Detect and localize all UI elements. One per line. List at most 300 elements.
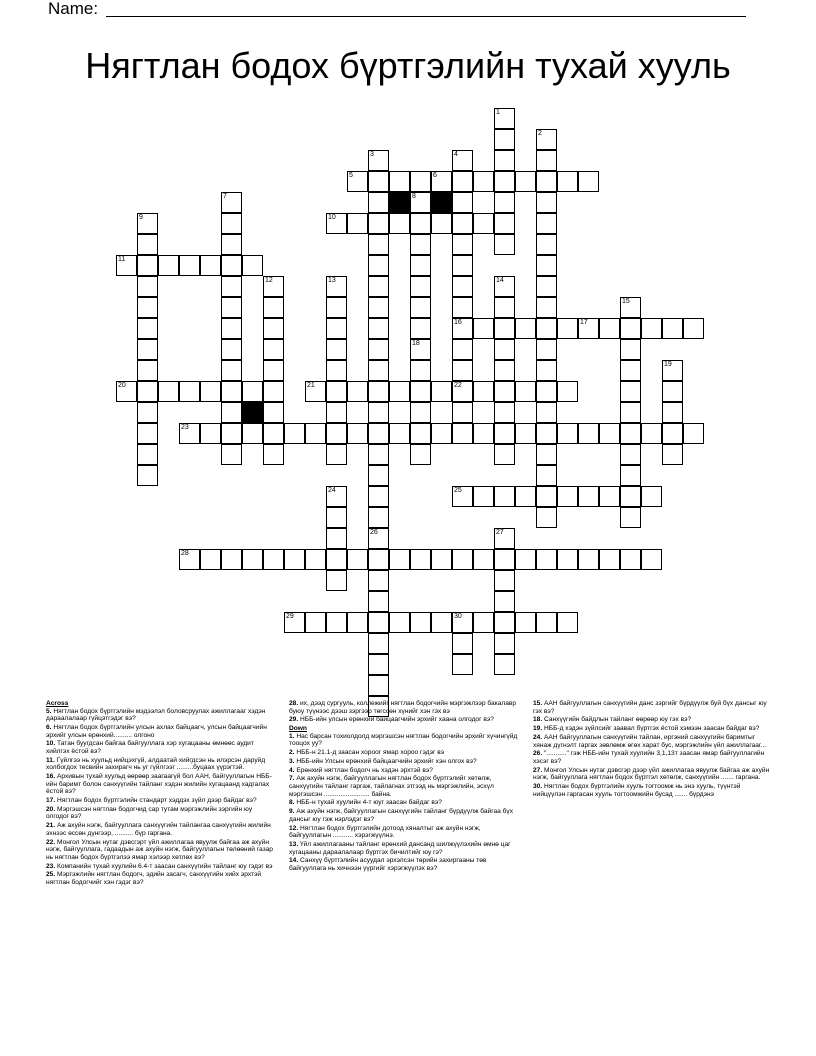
crossword-cell[interactable] (200, 549, 221, 570)
crossword-cell[interactable] (452, 171, 473, 192)
across-clue-list-cont (289, 700, 521, 724)
crossword-cell[interactable] (368, 528, 389, 549)
crossword-cell[interactable] (200, 381, 221, 402)
crossword-cell[interactable] (536, 465, 557, 486)
crossword-cell[interactable] (221, 402, 242, 423)
crossword-cell[interactable] (221, 192, 242, 213)
clue-text: Мэргэжлийн нягтлан бодогч, эдийн засагч, санхүүгийн хийх эрхтэй нягтлан бодогчийг хэн гэдэг вэ? (46, 871, 262, 886)
crossword-cell[interactable] (410, 339, 431, 360)
crossword-cell[interactable] (263, 276, 284, 297)
crossword-cell[interactable] (452, 255, 473, 276)
crossword-cell[interactable] (578, 171, 599, 192)
crossword-cell[interactable] (578, 423, 599, 444)
page-title: Нягтлан бодох бүртгэлийн тухай хууль (85, 45, 731, 86)
crossword-cell[interactable] (620, 423, 641, 444)
crossword-cell[interactable] (263, 444, 284, 465)
crossword-cell[interactable] (221, 360, 242, 381)
crossword-cell[interactable] (683, 318, 704, 339)
crossword-cell[interactable] (137, 423, 158, 444)
crossword-cell[interactable] (452, 549, 473, 570)
crossword-cell[interactable] (158, 381, 179, 402)
crossword-cell[interactable] (557, 423, 578, 444)
crossword-cell[interactable] (536, 150, 557, 171)
crossword-cell[interactable] (263, 423, 284, 444)
crossword-cell[interactable] (515, 549, 536, 570)
name-field[interactable] (48, 0, 748, 22)
crossword-cell[interactable] (389, 549, 410, 570)
crossword-cell[interactable] (557, 171, 578, 192)
crossword-cell[interactable] (158, 255, 179, 276)
down-clue-list-cont (533, 700, 771, 798)
crossword-cell[interactable] (536, 360, 557, 381)
crossword-cell[interactable] (137, 297, 158, 318)
crossword-cell[interactable] (536, 402, 557, 423)
crossword-cell[interactable] (410, 213, 431, 234)
crossword-cell[interactable] (284, 423, 305, 444)
crossword-cell[interactable] (536, 213, 557, 234)
crossword-cell[interactable] (389, 612, 410, 633)
crossword-cell[interactable] (116, 381, 137, 402)
crossword-cell[interactable] (473, 171, 494, 192)
crossword-cell[interactable] (368, 171, 389, 192)
crossword-cell[interactable] (536, 192, 557, 213)
crossword-cell[interactable] (137, 276, 158, 297)
crossword-cell[interactable] (452, 150, 473, 171)
crossword-cell[interactable] (263, 318, 284, 339)
crossword-cell[interactable] (620, 381, 641, 402)
crossword-cell[interactable] (200, 255, 221, 276)
black-cell (242, 402, 263, 423)
crossword-cell[interactable] (536, 381, 557, 402)
crossword-cell[interactable] (473, 213, 494, 234)
crossword-cell[interactable] (326, 444, 347, 465)
crossword-cell[interactable] (305, 381, 326, 402)
clue-number: 20. (46, 805, 56, 813)
crossword-cell[interactable] (368, 318, 389, 339)
crossword-cell[interactable] (494, 150, 515, 171)
crossword-cell[interactable] (620, 444, 641, 465)
crossword-cell[interactable] (410, 402, 431, 423)
crossword-cell[interactable] (137, 213, 158, 234)
crossword-cell[interactable] (137, 339, 158, 360)
crossword-cell[interactable] (473, 381, 494, 402)
clue-text: Нас барсан тохиолдолд мэргэшсэн нягтлан бодогчийн эрхийг хүчингүйд тооцох уу? (289, 732, 518, 748)
crossword-cell[interactable] (641, 549, 662, 570)
clue (533, 767, 771, 782)
crossword-cell[interactable] (494, 108, 515, 129)
clue-text: Санхүүгийн байдлын тайланг өөрөөр юу гэх вэ? (542, 716, 692, 724)
crossword-cell[interactable] (494, 486, 515, 507)
crossword-cell[interactable] (137, 465, 158, 486)
clue (289, 841, 521, 856)
crossword-cell[interactable] (494, 402, 515, 423)
crossword-cell[interactable] (368, 633, 389, 654)
crossword-cell[interactable] (368, 192, 389, 213)
crossword-cell[interactable] (599, 423, 620, 444)
crossword-cell[interactable] (452, 486, 473, 507)
crossword-cell[interactable] (494, 213, 515, 234)
crossword-cell[interactable] (368, 675, 389, 696)
clue-text: Нягтлан бодох бүртгэлийн мэдээлэл боловсруулах ажиллагааг хэдэн дараалалаар гүйцэтгэдэг вэ? (46, 707, 266, 723)
crossword-cell[interactable] (494, 591, 515, 612)
crossword-cell[interactable] (494, 129, 515, 150)
crossword-cell[interactable] (515, 423, 536, 444)
clues-column-1 (46, 700, 274, 888)
crossword-cell[interactable] (389, 423, 410, 444)
clue-number: 30 (454, 613, 462, 620)
clue-number: 19. (533, 725, 543, 733)
crossword-cell[interactable] (452, 276, 473, 297)
crossword-cell[interactable] (368, 465, 389, 486)
crossword-cell[interactable] (452, 612, 473, 633)
crossword-cell[interactable] (347, 213, 368, 234)
crossword-cell[interactable] (179, 423, 200, 444)
crossword-cell[interactable] (452, 339, 473, 360)
crossword-cell[interactable] (305, 423, 326, 444)
clue-text: Компанийн тухай хуулийн 6.4-т заасан санхүүгийн тайланг юу гэдэг вэ (55, 862, 273, 870)
crossword-cell[interactable] (137, 360, 158, 381)
crossword-cell[interactable] (326, 381, 347, 402)
crossword-cell[interactable] (389, 213, 410, 234)
crossword-cell[interactable] (221, 339, 242, 360)
crossword-cell[interactable] (368, 339, 389, 360)
crossword-cell[interactable] (368, 255, 389, 276)
crossword-cell[interactable] (221, 297, 242, 318)
crossword-cell[interactable] (137, 318, 158, 339)
crossword-cell[interactable] (452, 360, 473, 381)
clue-text: Санхүү бүртгэлийн асуудал эрхэлсэн төрийн захиргааны төв байгууллага нь хичнээн үүргийг хэрэгжүүлэх вэ? (289, 857, 487, 872)
clue (46, 839, 274, 862)
crossword-cell[interactable] (494, 612, 515, 633)
crossword-cell[interactable] (221, 276, 242, 297)
crossword-cell[interactable] (473, 486, 494, 507)
crossword-cell[interactable] (137, 234, 158, 255)
crossword-cell[interactable] (410, 192, 431, 213)
crossword-cell[interactable] (368, 150, 389, 171)
crossword-cell[interactable] (473, 423, 494, 444)
crossword-cell[interactable] (347, 381, 368, 402)
crossword-cell[interactable] (452, 423, 473, 444)
crossword-cell[interactable] (494, 234, 515, 255)
crossword-cell[interactable] (221, 549, 242, 570)
crossword-cell[interactable] (137, 255, 158, 276)
crossword-cell[interactable] (263, 381, 284, 402)
clue-text: Архивын тухай хуульд өөрөөр заагаагүй бол ААН, байгууллагын НББ-ийн баримт болон санхүүгийн тайланг хэдэн жилийн хугацаанд хадгалах ёстой вэ? (46, 773, 272, 796)
crossword-cell[interactable] (137, 381, 158, 402)
crossword-cell[interactable] (599, 486, 620, 507)
crossword-cell[interactable] (410, 360, 431, 381)
crossword-cell[interactable] (305, 549, 326, 570)
crossword-cell[interactable] (452, 234, 473, 255)
crossword-cell[interactable] (620, 507, 641, 528)
clue-number: 28. (289, 700, 299, 707)
clue-text: Аж ахуйн нэгж, байгууллага санхүүгийн тайлангаа санхүүгийн жилийн эхнээс өссөн дүнгээр, .......... бүр гаргана. (46, 822, 271, 837)
crossword-cell[interactable] (326, 423, 347, 444)
clues-section (46, 700, 776, 1040)
crossword-cell[interactable] (620, 465, 641, 486)
clue (46, 757, 274, 772)
crossword-cell[interactable] (494, 318, 515, 339)
clue-number: 6 (433, 172, 437, 179)
crossword-cell[interactable] (536, 444, 557, 465)
crossword-cell[interactable] (431, 612, 452, 633)
crossword-cell[interactable] (557, 381, 578, 402)
crossword-cell[interactable] (242, 423, 263, 444)
crossword-cell[interactable] (536, 276, 557, 297)
clue-text: НББ-ийн улсын ерөнхий байцаагчийн эрхийг хаана олгодог вэ? (298, 716, 494, 724)
crossword-cell[interactable] (431, 213, 452, 234)
clue-number: 29. (289, 716, 299, 724)
crossword-cell[interactable] (368, 381, 389, 402)
crossword-cell[interactable] (494, 549, 515, 570)
crossword-cell[interactable] (410, 381, 431, 402)
crossword-cell[interactable] (368, 570, 389, 591)
crossword-cell[interactable] (221, 213, 242, 234)
clue-number: 27 (496, 529, 504, 536)
crossword-cell[interactable] (662, 360, 683, 381)
clue-text: Нягтлан бодох бүртгэлийн дотоод хяналтыг аж ахуйн нэгж, байгууллагын ........... хэрэгжүүлнэ. (289, 824, 481, 840)
crossword-cell[interactable] (221, 381, 242, 402)
crossword-cell[interactable] (368, 444, 389, 465)
crossword-cell[interactable] (557, 318, 578, 339)
clue-number: 8. (289, 799, 295, 807)
crossword-cell[interactable] (263, 297, 284, 318)
crossword-cell[interactable] (326, 486, 347, 507)
crossword-cell[interactable] (326, 213, 347, 234)
crossword-cell[interactable] (410, 318, 431, 339)
crossword-cell[interactable] (221, 318, 242, 339)
crossword-cell[interactable] (326, 549, 347, 570)
crossword-cell[interactable] (536, 297, 557, 318)
crossword-cell[interactable] (326, 528, 347, 549)
crossword-cell[interactable] (179, 549, 200, 570)
crossword-cell[interactable] (515, 171, 536, 192)
crossword-cell[interactable] (242, 381, 263, 402)
crossword-cell[interactable] (242, 549, 263, 570)
crossword-cell[interactable] (452, 213, 473, 234)
crossword-cell[interactable] (620, 486, 641, 507)
crossword-cell[interactable] (662, 444, 683, 465)
crossword-cell[interactable] (536, 255, 557, 276)
crossword-cell[interactable] (326, 297, 347, 318)
crossword-cell[interactable] (494, 360, 515, 381)
crossword-cell[interactable] (515, 318, 536, 339)
crossword-cell[interactable] (326, 318, 347, 339)
clue-number: 15. (533, 700, 543, 707)
crossword-cell[interactable] (620, 318, 641, 339)
crossword-cell[interactable] (557, 612, 578, 633)
clue (533, 783, 771, 798)
crossword-cell[interactable] (515, 612, 536, 633)
crossword-cell[interactable] (494, 654, 515, 675)
crossword-cell[interactable] (452, 633, 473, 654)
crossword-cell[interactable] (473, 549, 494, 570)
crossword-cell[interactable] (179, 255, 200, 276)
crossword-cell[interactable] (368, 360, 389, 381)
crossword-cell[interactable] (179, 381, 200, 402)
crossword-cell[interactable] (494, 444, 515, 465)
crossword-cell[interactable] (242, 255, 263, 276)
crossword-cell[interactable] (431, 171, 452, 192)
crossword-cell[interactable] (494, 297, 515, 318)
crossword-cell[interactable] (662, 402, 683, 423)
crossword-cell[interactable] (116, 255, 137, 276)
crossword-cell[interactable] (620, 549, 641, 570)
clue-text: НББ-н тухай хуулийн 4-т юуг заасан байдаг вэ? (294, 799, 442, 807)
crossword-cell[interactable] (452, 297, 473, 318)
crossword-cell[interactable] (494, 381, 515, 402)
crossword-cell[interactable] (410, 255, 431, 276)
crossword-cell[interactable] (641, 423, 662, 444)
crossword-cell[interactable] (221, 255, 242, 276)
crossword-cell[interactable] (389, 381, 410, 402)
crossword-cell[interactable] (326, 402, 347, 423)
crossword-cell[interactable] (452, 654, 473, 675)
crossword-cell[interactable] (326, 339, 347, 360)
crossword-cell[interactable] (494, 192, 515, 213)
crossword-cell[interactable] (536, 486, 557, 507)
crossword-cell[interactable] (368, 234, 389, 255)
crossword-cell[interactable] (326, 507, 347, 528)
crossword-cell[interactable] (641, 318, 662, 339)
crossword-cell[interactable] (494, 339, 515, 360)
crossword-cell[interactable] (221, 234, 242, 255)
crossword-cell[interactable] (515, 486, 536, 507)
crossword-cell[interactable] (326, 612, 347, 633)
crossword-cell[interactable] (368, 486, 389, 507)
crossword-cell[interactable] (557, 549, 578, 570)
crossword-cell[interactable] (284, 612, 305, 633)
crossword-cell[interactable] (452, 192, 473, 213)
crossword-cell[interactable] (431, 423, 452, 444)
crossword-cell[interactable] (347, 171, 368, 192)
crossword-cell[interactable] (515, 381, 536, 402)
crossword-cell[interactable] (263, 402, 284, 423)
crossword-cell[interactable] (620, 360, 641, 381)
clue (289, 799, 521, 807)
crossword-cell[interactable] (578, 486, 599, 507)
crossword-cell[interactable] (599, 318, 620, 339)
crossword-cell[interactable] (473, 318, 494, 339)
crossword-cell[interactable] (662, 423, 683, 444)
crossword-cell[interactable] (536, 234, 557, 255)
crossword-cell[interactable] (599, 549, 620, 570)
crossword-cell[interactable] (494, 423, 515, 444)
clue-text: Аж ахуйн нэгж, байгууллагын санхүүгийн тайланг бүрдүүлж байгаа бүх дансыг юу гэж нэрлэдэг вэ? (289, 808, 514, 823)
crossword-cell[interactable] (410, 234, 431, 255)
clue-text: Нягтлан бодох бүртгэлийн улсын ахлах байцаагч, улсын байцаагчийн эрхийг улсын ерөнхий.......... олгоно (46, 723, 267, 739)
crossword-cell[interactable] (368, 591, 389, 612)
crossword-cell[interactable] (536, 612, 557, 633)
crossword-cell[interactable] (410, 423, 431, 444)
crossword-cell[interactable] (578, 549, 599, 570)
crossword-cell[interactable] (263, 339, 284, 360)
crossword-cell[interactable] (620, 402, 641, 423)
crossword-cell[interactable] (368, 654, 389, 675)
crossword-cell[interactable] (368, 276, 389, 297)
crossword-cell[interactable] (410, 612, 431, 633)
crossword-cell[interactable] (536, 507, 557, 528)
crossword-cell[interactable] (452, 402, 473, 423)
crossword-cell[interactable] (200, 423, 221, 444)
crossword-cell[interactable] (410, 549, 431, 570)
crossword-cell[interactable] (557, 486, 578, 507)
crossword-cell[interactable] (536, 549, 557, 570)
clue-number: 3. (289, 757, 295, 765)
crossword-cell[interactable] (494, 570, 515, 591)
crossword-cell[interactable] (368, 402, 389, 423)
crossword-cell[interactable] (494, 171, 515, 192)
crossword-cell[interactable] (368, 549, 389, 570)
crossword-cell[interactable] (137, 402, 158, 423)
crossword-cell[interactable] (620, 297, 641, 318)
crossword-cell[interactable] (326, 360, 347, 381)
crossword-cell[interactable] (221, 444, 242, 465)
crossword-cell[interactable] (368, 213, 389, 234)
clue (289, 716, 521, 724)
clue-number: 23 (181, 424, 189, 431)
crossword-cell[interactable] (494, 528, 515, 549)
crossword-cell[interactable] (473, 612, 494, 633)
crossword-cell[interactable] (368, 612, 389, 633)
crossword-cell[interactable] (431, 549, 452, 570)
clue (533, 700, 771, 715)
crossword-cell[interactable] (578, 318, 599, 339)
crossword-cell[interactable] (368, 423, 389, 444)
crossword-cell[interactable] (431, 381, 452, 402)
crossword-cell[interactable] (326, 570, 347, 591)
crossword-cell[interactable] (494, 633, 515, 654)
crossword-cell[interactable] (389, 171, 410, 192)
crossword-cell[interactable] (410, 297, 431, 318)
crossword-cell[interactable] (263, 549, 284, 570)
crossword-cell[interactable] (137, 444, 158, 465)
crossword-cell[interactable] (662, 318, 683, 339)
clue-number: 18. (533, 716, 543, 724)
clue-number: 13 (328, 277, 336, 284)
crossword-cell[interactable] (620, 339, 641, 360)
crossword-cell[interactable] (347, 423, 368, 444)
crossword-cell[interactable] (536, 318, 557, 339)
crossword-cell[interactable] (536, 171, 557, 192)
name-label: Name: (48, 0, 99, 18)
crossword-cell[interactable] (410, 276, 431, 297)
crossword-cell[interactable] (368, 507, 389, 528)
crossword-cell[interactable] (263, 360, 284, 381)
crossword-cell[interactable] (410, 171, 431, 192)
crossword-cell[interactable] (662, 381, 683, 402)
crossword-cell[interactable] (536, 129, 557, 150)
crossword-cell[interactable] (536, 423, 557, 444)
crossword-cell[interactable] (452, 318, 473, 339)
crossword-cell[interactable] (452, 381, 473, 402)
crossword-cell[interactable] (410, 444, 431, 465)
crossword-cell[interactable] (494, 276, 515, 297)
crossword-cell[interactable] (221, 423, 242, 444)
clue-number: 24. (533, 733, 543, 741)
crossword-cell[interactable] (347, 549, 368, 570)
crossword-cell[interactable] (326, 276, 347, 297)
crossword-cell[interactable] (641, 486, 662, 507)
crossword-cell[interactable] (683, 423, 704, 444)
clue-number: 14 (496, 277, 504, 284)
crossword-cell[interactable] (536, 339, 557, 360)
crossword-cell[interactable] (284, 549, 305, 570)
crossword-cell[interactable] (368, 297, 389, 318)
clues-column-2 (289, 700, 521, 874)
crossword-cell[interactable] (305, 612, 326, 633)
crossword-cell[interactable] (347, 612, 368, 633)
